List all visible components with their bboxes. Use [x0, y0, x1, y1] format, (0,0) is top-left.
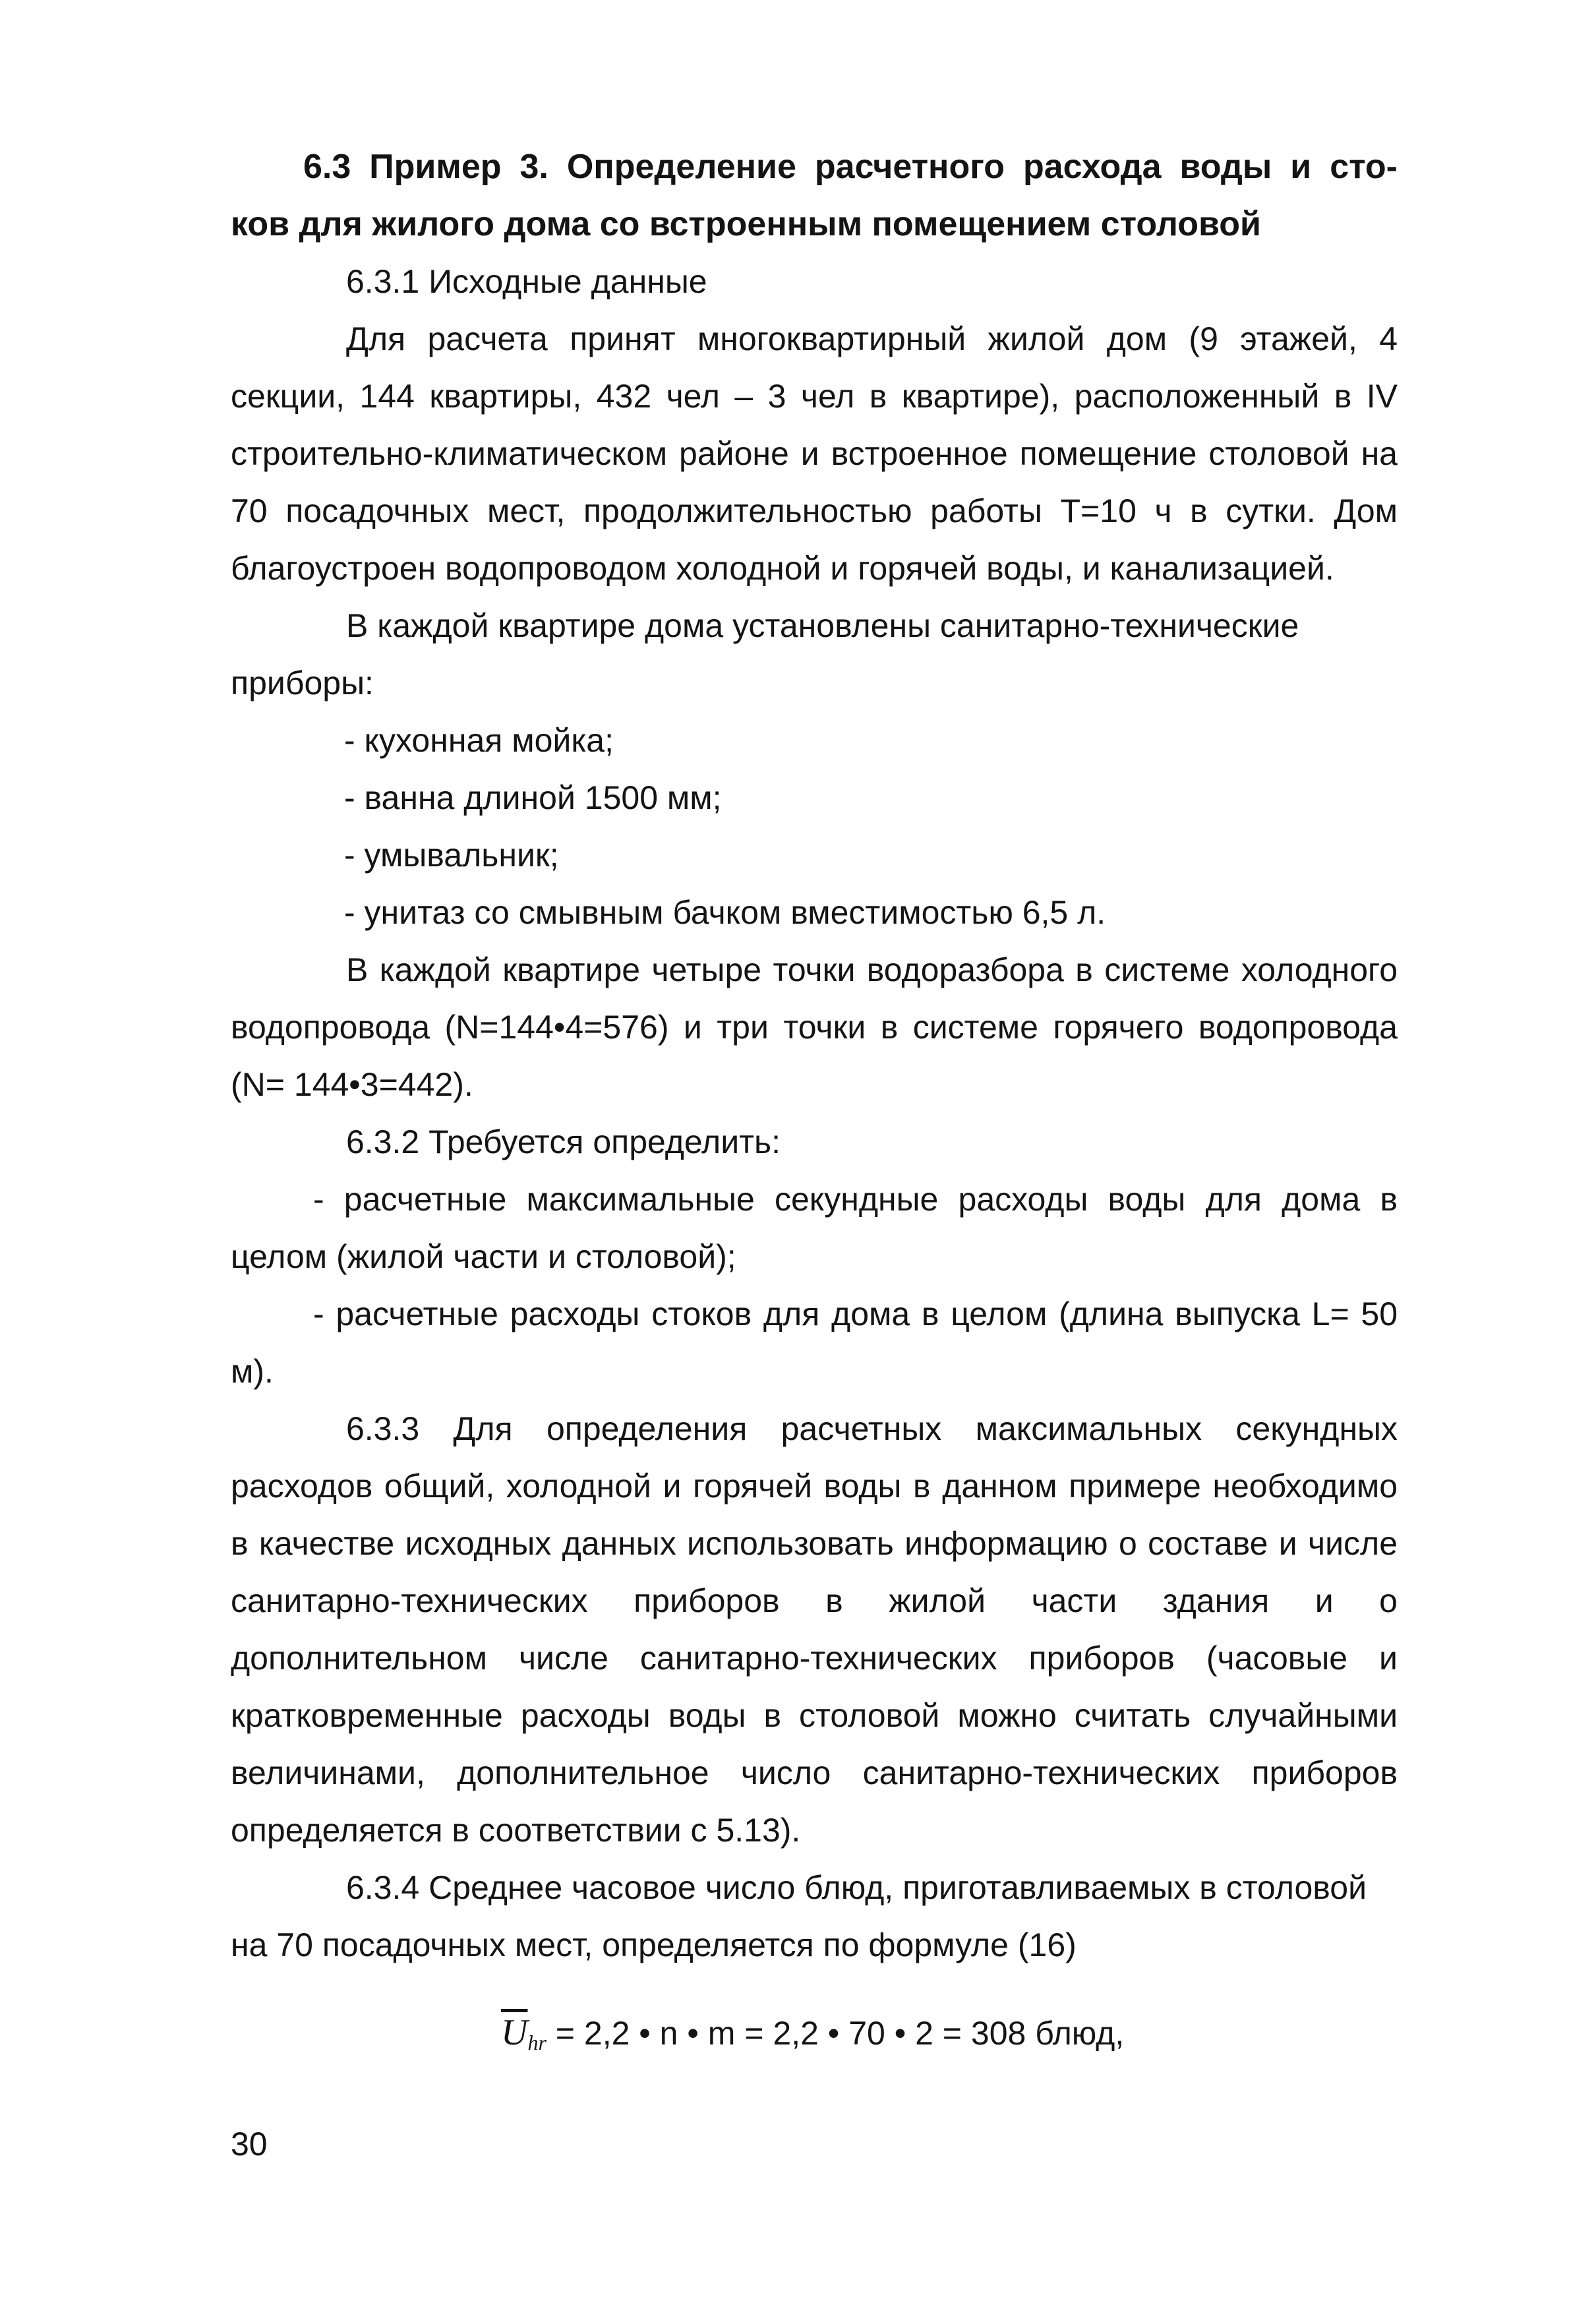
formula-subscript: hr: [527, 2031, 547, 2054]
list-item-fixture: - кухонная мойка;: [344, 722, 614, 759]
list-item-fixture: - унитаз со смывным бачком вместимостью 6,5 л.: [344, 894, 1106, 931]
list-item-fixture: - ванна длиной 1500 мм;: [344, 779, 722, 816]
heading-line-1: 6.3 Пример 3. Определение расчетного расхода воды и сто-: [303, 148, 1398, 186]
formula-dishes-per-hour: [501, 2004, 1124, 2066]
paragraph-water-points: В каждой квартире четыре точки водоразбора в системе холодного водопровода (N=144•4=576) и три точки в системе горячего водопровода (N= 144•3=442).: [231, 951, 1398, 1103]
section-title-6-3-2: 6.3.2 Требуется определить:: [346, 1123, 781, 1160]
paragraph-6-3-4: 6.3.4 Среднее часовое число блюд, приготавливаемых в столовой на 70 посадочных мест, определяется по формуле (16): [231, 1869, 1367, 1963]
paragraph-initial-data: Для расчета принят многоквартирный жилой дом (9 этажей, 4 секции, 144 квартиры, 432 чел – 3 чел в квартире), расположенный в IV строительно-климатическом районе и встроенное помещение столовой на 70 посадочных мест, продолжительностью работы T=10 ч в сутки. Дом благоустроен водопроводом холодной и горячей воды, и канализацией.: [231, 320, 1398, 587]
section-6-3-1: [231, 253, 1398, 1974]
paragraph-6-3-3: 6.3.3 Для определения расчетных максимальных секундных расходов общий, холодной и горячей воды в данном примере необходимо в качестве исходных данных использовать информацию о составе и числе санитарно-технических приборов в жилой части здания и о дополнительном числе санитарно-технических приборов (часовые и кратковременные расходы воды в столовой можно считать случайными величинами, дополнительное число санитарно-технических приборов определяется в соответствии с 5.13).: [231, 1410, 1398, 1849]
paragraph-fixtures-intro: В каждой квартире дома установлены санитарно-технические приборы:: [231, 607, 1299, 701]
list-item-fixture: - умывальник;: [344, 837, 559, 874]
list-item-requirement: - расчетные максимальные секундные расходы воды для дома в целом (жилой части и столовой);: [231, 1181, 1398, 1275]
section-heading: [231, 138, 1398, 253]
list-item-requirement: - расчетные расходы стоков для дома в целом (длина выпуска L= 50 м).: [231, 1296, 1398, 1390]
heading-line-2: ков для жилого дома со встроенным помещением столовой: [231, 205, 1261, 243]
formula-symbol: $\overline{U}$: [501, 2012, 528, 2053]
section-title-6-3-1: 6.3.1 Исходные данные: [346, 263, 707, 300]
formula-expression: = 2,2 • n • m = 2,2 • 70 • 2 = 308 блюд,: [546, 2015, 1125, 2052]
page-number: 30: [231, 2126, 268, 2163]
